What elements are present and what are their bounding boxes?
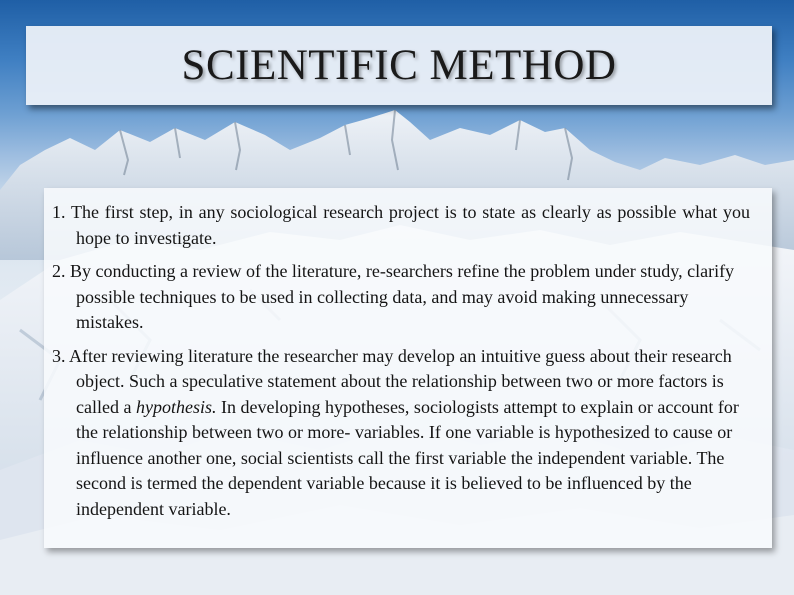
list-item-1 xyxy=(52,200,750,251)
list-item-2 xyxy=(52,259,750,336)
item-text: The first step, in any sociological research project is to state as clearly as possible what you hope to investigate. xyxy=(70,202,750,248)
item-text-after: In developing hypotheses, sociologists attempt to explain or account for the relationship between two or more- variables. If one variable is hypothesized to cause or influence another one, social scientists call the first variable the independent variable. The second is termed the dependent variable because it is believed to be influenced by the independent variable. xyxy=(76,396,739,519)
item-number: 2. xyxy=(52,261,66,281)
item-text-before: After reviewing literature the researcher may develop an intuitive guess about their research object. Such a speculative statement about the relationship between two or more factors is called a xyxy=(69,345,732,417)
item-text: By conducting a review of the literature, re-searchers refine the problem under study, clarify possible techniques to be used in collecting data, and may avoid making unnecessary mistakes. xyxy=(70,261,735,332)
item-number: 3. xyxy=(52,345,66,366)
content-box xyxy=(44,188,772,548)
list-item-3 xyxy=(52,344,750,523)
slide-title: SCIENTIFIC METHOD xyxy=(181,42,617,89)
hypothesis-term: hypothesis. xyxy=(135,396,217,417)
title-box xyxy=(26,26,772,105)
item-number: 1. xyxy=(52,202,66,222)
